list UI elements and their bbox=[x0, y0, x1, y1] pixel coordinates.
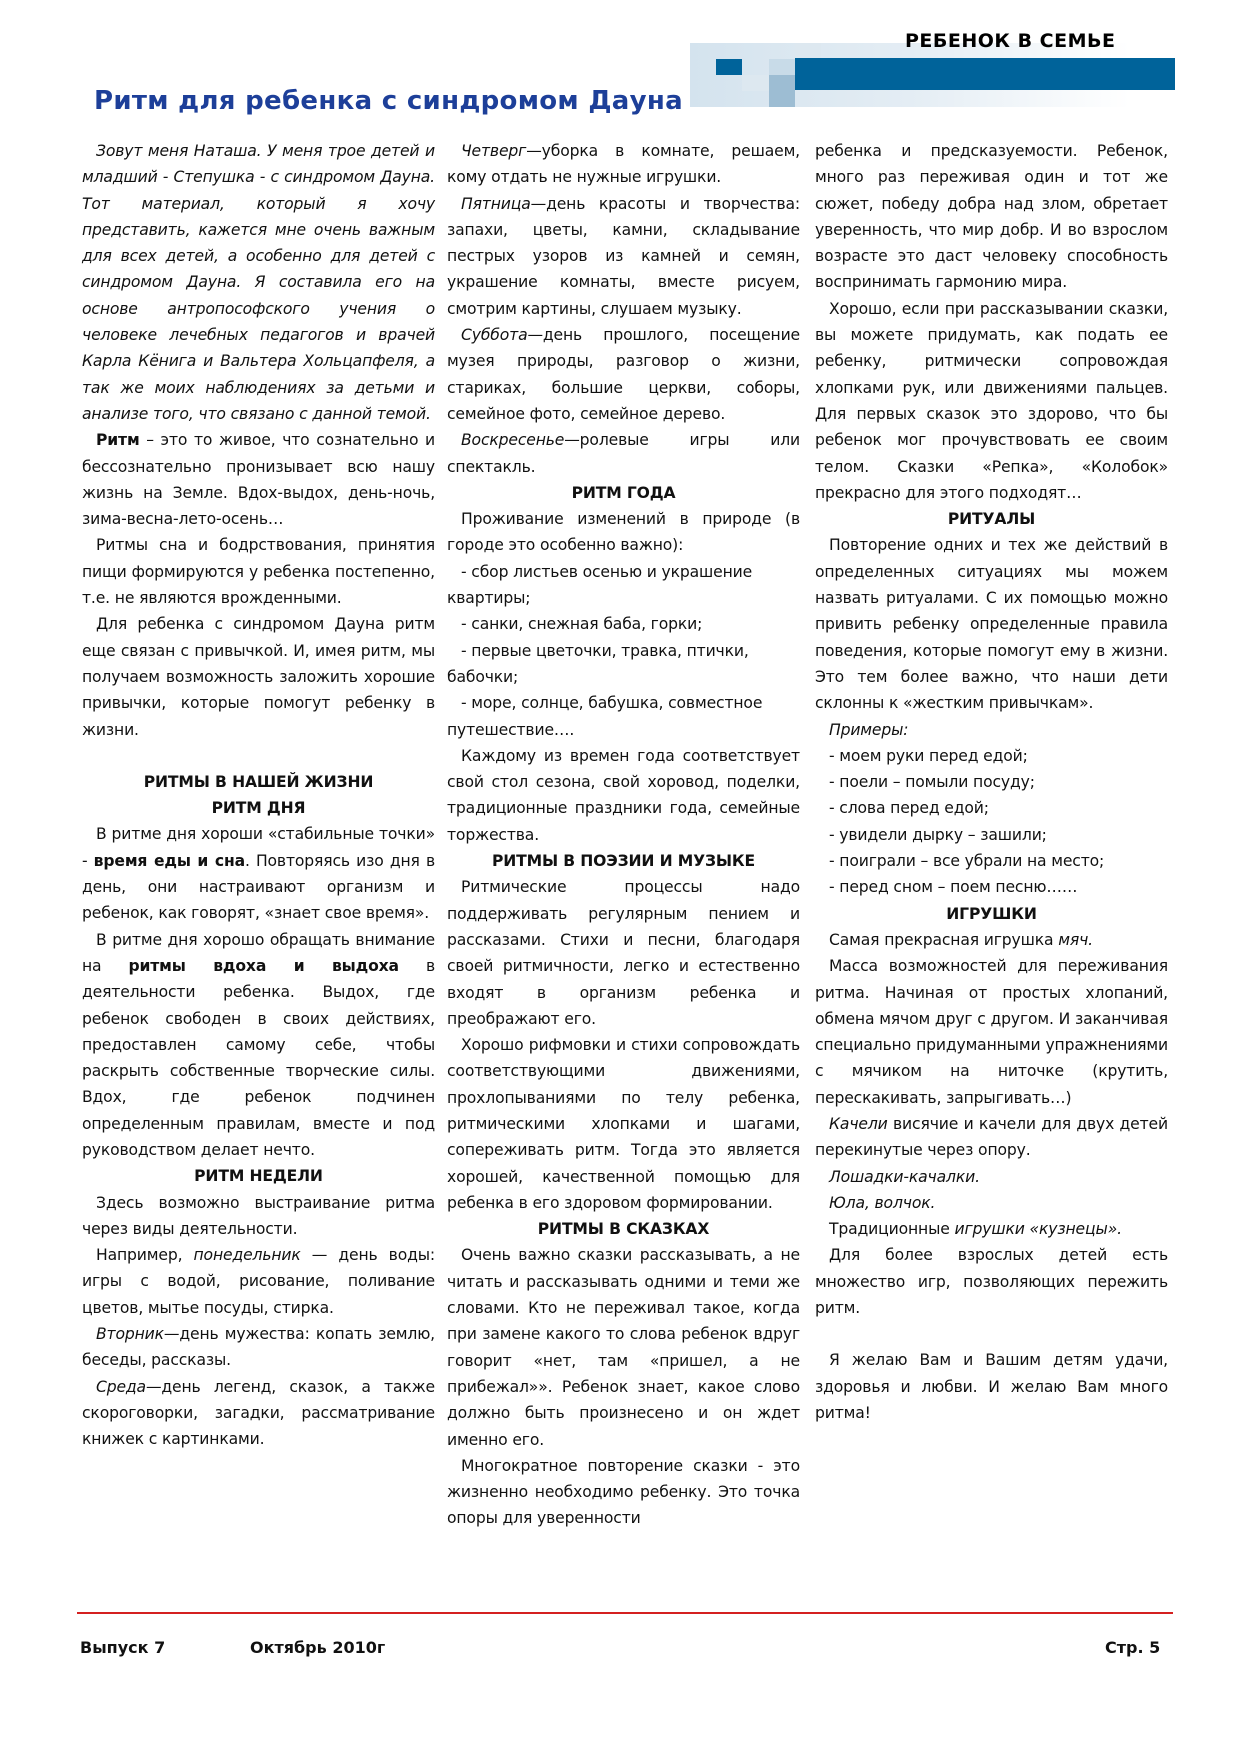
list-item bbox=[815, 795, 1168, 821]
list-item bbox=[447, 559, 800, 612]
footer-issue: Выпуск 7 bbox=[80, 1638, 166, 1657]
text: —день прошлого, посещение музея природы, разговор о жизни, стариках, большие церкви, соборы, семейное фото, семейное дерево. bbox=[447, 326, 800, 423]
text: Я желаю Вам и Вашим детям удачи, здоровья и любви. И желаю Вам много ритма! bbox=[815, 1351, 1168, 1422]
text: - первые цветочки, травка, птички, бабочки; bbox=[447, 641, 749, 686]
text: Самая прекрасная игрушка bbox=[829, 930, 1059, 949]
text: - поели – помыли посуду; bbox=[829, 773, 1035, 792]
list-item bbox=[447, 690, 800, 743]
italic-text: мяч. bbox=[1058, 930, 1093, 949]
article-column-2 bbox=[447, 138, 800, 1532]
text: Для ребенка с синдромом Дауна ритм еще связан с привычкой. И, имея ритм, мы получаем возможность заложить хорошие привычки, которые помогут ребенку в жизни. bbox=[82, 615, 435, 739]
text: Хорошо рифмовки и стихи сопровождать соответствующими движениями, прохлопываниями по телу ребенка, ритмическими хлопками и шагами, сопереживать ритм. Тогда это является хорошей, качественной помощью для ребенка в его здоровом формировании. bbox=[447, 1036, 800, 1212]
text: висячие и качели для двух детей перекинутые через опору. bbox=[815, 1114, 1168, 1160]
italic-text: Среда bbox=[96, 1377, 146, 1396]
text: Проживание изменений в природе (в городе это особенно важно): bbox=[447, 510, 800, 555]
text: - перед сном – поем песню…… bbox=[829, 878, 1078, 897]
article-column-3 bbox=[815, 138, 1168, 1426]
text: . Повторяясь изо дня в день, они настраивают организм и ребенок, как говорят, «знает свое время». bbox=[82, 851, 435, 923]
paragraph bbox=[82, 611, 435, 742]
paragraph bbox=[447, 874, 800, 1032]
text: ребенка и предсказуемости. Ребенок, много раз переживая один и тот же сюжет, победу добра над злом, обретает уверенность, что мир добр. И во взрослом возрасте это даст человеку способность воспринимать гармонию мира. bbox=[815, 142, 1168, 292]
text: - поиграли – все убрали на место; bbox=[829, 852, 1105, 871]
list-item bbox=[815, 717, 1168, 743]
italic-text: Вторник bbox=[96, 1325, 164, 1344]
paragraph bbox=[82, 427, 435, 532]
section-heading bbox=[815, 506, 1168, 532]
article-title: Ритм для ребенка с синдромом Дауна bbox=[94, 86, 683, 116]
paragraph bbox=[815, 927, 1168, 953]
text: - моем руки перед едой; bbox=[829, 746, 1028, 765]
footer-page-number: Стр. 5 bbox=[1105, 1638, 1161, 1657]
paragraph bbox=[815, 953, 1168, 1111]
paragraph bbox=[447, 743, 800, 848]
text: Очень важно сказки рассказывать, а не читать и рассказывать одними и теми же словами. Кто не переживал такое, когда при замене какого то слова ребенок вдруг говорит «нет, там «пришел, а не прибежал»». Ребенок знает, какое слово должно быть произнесено и он ждет именно его. bbox=[447, 1246, 800, 1449]
paragraph bbox=[447, 427, 800, 480]
paragraph bbox=[815, 1111, 1168, 1164]
spacer bbox=[82, 743, 435, 769]
text: —день легенд, сказок, а также скороговорки, загадки, рассматривание книжек с картинками. bbox=[82, 1377, 435, 1449]
paragraph bbox=[815, 1164, 1168, 1190]
paragraph bbox=[82, 1242, 435, 1321]
text: РИТМЫ В ПОЭЗИИ И МУЗЫКЕ bbox=[491, 852, 756, 871]
paragraph bbox=[447, 1032, 800, 1216]
paragraph bbox=[82, 1374, 435, 1453]
text: – это то живое, что сознательно и бессознательно пронизывает всю нашу жизнь на Земле. Вдох-выдох, день-ночь, зима-весна-лето-осень… bbox=[82, 431, 435, 529]
list-item bbox=[447, 611, 800, 637]
header-accent-bar bbox=[795, 58, 1175, 90]
text: РИТМЫ В СКАЗКАХ bbox=[537, 1220, 710, 1239]
text: РИТМ ГОДА bbox=[571, 483, 676, 502]
section-heading bbox=[82, 1163, 435, 1189]
text: Традиционные bbox=[829, 1220, 955, 1239]
text: - санки, снежная баба, горки; bbox=[461, 615, 703, 634]
text: В ритме дня хорошо обращать внимание на bbox=[82, 930, 435, 975]
italic-text: Примеры: bbox=[829, 720, 909, 739]
section-heading bbox=[82, 769, 435, 795]
paragraph bbox=[815, 296, 1168, 506]
paragraph bbox=[447, 1453, 800, 1532]
paragraph bbox=[82, 821, 435, 926]
text: РИТУАЛЫ bbox=[947, 510, 1036, 529]
italic-text: понедельник bbox=[193, 1246, 301, 1265]
spacer bbox=[815, 1321, 1168, 1347]
paragraph bbox=[82, 532, 435, 611]
text: — день воды: игры с водой, рисование, поливание цветов, мытье посуды, стирка. bbox=[82, 1246, 435, 1317]
italic-text: Качели bbox=[829, 1114, 888, 1133]
article-column-1 bbox=[82, 138, 435, 1453]
text: —день красоты и творчества: запахи, цветы, камни, складывание пестрых узоров из камней и семян, украшение комнаты, вместе рисуем, смотрим картины, слушаем музыку. bbox=[447, 194, 800, 318]
italic-text: Юла, волчок. bbox=[829, 1193, 936, 1212]
text: Здесь возможно выстраивание ритма через виды деятельности. bbox=[82, 1193, 435, 1238]
paragraph bbox=[815, 1216, 1168, 1242]
footer-date: Октябрь 2010г bbox=[250, 1638, 386, 1657]
paragraph bbox=[815, 1347, 1168, 1426]
text: - сбор листьев осенью и украшение квартиры; bbox=[447, 562, 753, 608]
paragraph bbox=[82, 927, 435, 1164]
paragraph bbox=[447, 138, 800, 191]
text: —день мужества: копать землю, беседы, рассказы. bbox=[82, 1325, 435, 1370]
section-heading bbox=[82, 795, 435, 821]
paragraph bbox=[447, 1242, 800, 1452]
text: - слова перед едой; bbox=[829, 799, 989, 818]
list-item bbox=[447, 638, 800, 691]
text: Повторение одних и тех же действий в определенных ситуациях мы можем назвать ритуалами. С их помощью можно привить ребенку определенные правила поведения, которые помогут ему в жизни. Это тем более важно, что наши дети склонны к «жестким привычкам». bbox=[815, 536, 1168, 713]
text: Хорошо, если при рассказывании сказки, вы можете придумать, как подать ее ребенку, ритмически сопровождая хлопками рук, или движениями пальцев. Для первых сказок это здорово, что бы ребенок мог прочувствовать ее своим телом. Сказки «Репка», «Колобок» прекрасно для этого подходят… bbox=[815, 299, 1168, 502]
text: - море, солнце, бабушка, совместное путешествие…. bbox=[447, 694, 763, 739]
section-label: РЕБЕНОК В СЕМЬЕ bbox=[905, 30, 1116, 52]
text: Например, bbox=[96, 1246, 194, 1265]
paragraph bbox=[447, 506, 800, 559]
list-item bbox=[815, 822, 1168, 848]
text: В ритме дня хороши «стабильные точки» - bbox=[82, 825, 435, 870]
paragraph bbox=[82, 1321, 435, 1374]
text: Ритмические процессы надо поддерживать регулярным пением и рассказами. Стихи и песни, благодаря своей ритмичности, легко и естественно входят в организм ребенка и преображают его. bbox=[447, 878, 800, 1028]
text: Масса возможностей для переживания ритма. Начиная от простых хлопаний, обмена мячом друг с другом. И заканчивая специально придуманными упражнениями с мячиком на ниточке (крутить, перескакивать, запрыгивать…) bbox=[815, 957, 1168, 1107]
italic-text: Воскресенье bbox=[461, 431, 565, 450]
text: Многократное повторение сказки - это жизненно необходимо ребенку. Это точка опоры для уверенности bbox=[447, 1456, 800, 1528]
list-item bbox=[815, 769, 1168, 795]
bold-text: ритмы вдоха и выдоха bbox=[128, 956, 399, 975]
text: - увидели дырку – зашили; bbox=[829, 825, 1047, 844]
list-item bbox=[815, 743, 1168, 769]
section-heading bbox=[447, 848, 800, 874]
paragraph bbox=[815, 138, 1168, 296]
italic-text: Суббота bbox=[461, 326, 528, 345]
paragraph bbox=[82, 1190, 435, 1243]
paragraph bbox=[815, 1242, 1168, 1321]
paragraph bbox=[815, 1190, 1168, 1216]
italic-text: Пятница bbox=[461, 194, 531, 213]
text: РИТМ ДНЯ bbox=[211, 799, 306, 818]
list-item bbox=[815, 848, 1168, 874]
text: в деятельности ребенка. Выдох, где ребенок свободен в своих действиях, предоставлен самому себе, чтобы раскрыть собственные творческие силы. Вдох, где ребенок подчинен определенным правилам, вместе и под руководством делает нечто. bbox=[82, 956, 435, 1159]
paragraph bbox=[447, 191, 800, 322]
footer-divider bbox=[77, 1612, 1173, 1614]
text: —ролевые игры или спектакль. bbox=[447, 431, 800, 476]
text: ИГРУШКИ bbox=[946, 904, 1037, 923]
paragraph bbox=[447, 322, 800, 427]
text: РИТМ НЕДЕЛИ bbox=[194, 1167, 323, 1186]
text: Каждому из времен года соответствует свой стол сезона, свой хоровод, поделки, традиционные праздники года, семейные торжества. bbox=[447, 746, 800, 844]
list-item bbox=[815, 874, 1168, 900]
section-heading bbox=[815, 901, 1168, 927]
bold-text: время еды и сна bbox=[93, 851, 245, 870]
text: —уборка в комнате, решаем, кому отдать не нужные игрушки. bbox=[447, 142, 800, 187]
text: Ритмы сна и бодрствования, принятия пищи формируются у ребенка постепенно, т.е. не являются врожденными. bbox=[82, 536, 435, 608]
italic-text: Зовут меня Наташа. У меня трое детей и младший - Степушка - с синдромом Дауна. Тот материал, который я хочу представить, кажется мне очень важным для всех детей, а особенно для детей с синдромом Дауна. Я составила его на основе антропософского учения о человеке лечебных педагогов и врачей Карла Кёнига и Вальтера Хольцапфеля, а так же моих наблюдениях за детьми и анализе того, что связано с данной темой. bbox=[82, 142, 435, 423]
bold-text: Ритм bbox=[96, 431, 140, 450]
italic-text: игрушки «кузнецы». bbox=[954, 1220, 1122, 1239]
paragraph bbox=[82, 138, 435, 427]
italic-text: Четверг bbox=[461, 142, 527, 160]
text: Для более взрослых детей есть множество игр, позволяющих пережить ритм. bbox=[815, 1246, 1168, 1318]
text: РИТМЫ В НАШЕЙ ЖИЗНИ bbox=[143, 772, 374, 791]
italic-text: Лошадки-качалки. bbox=[829, 1167, 980, 1186]
paragraph bbox=[815, 532, 1168, 716]
section-heading bbox=[447, 480, 800, 506]
section-heading bbox=[447, 1216, 800, 1242]
